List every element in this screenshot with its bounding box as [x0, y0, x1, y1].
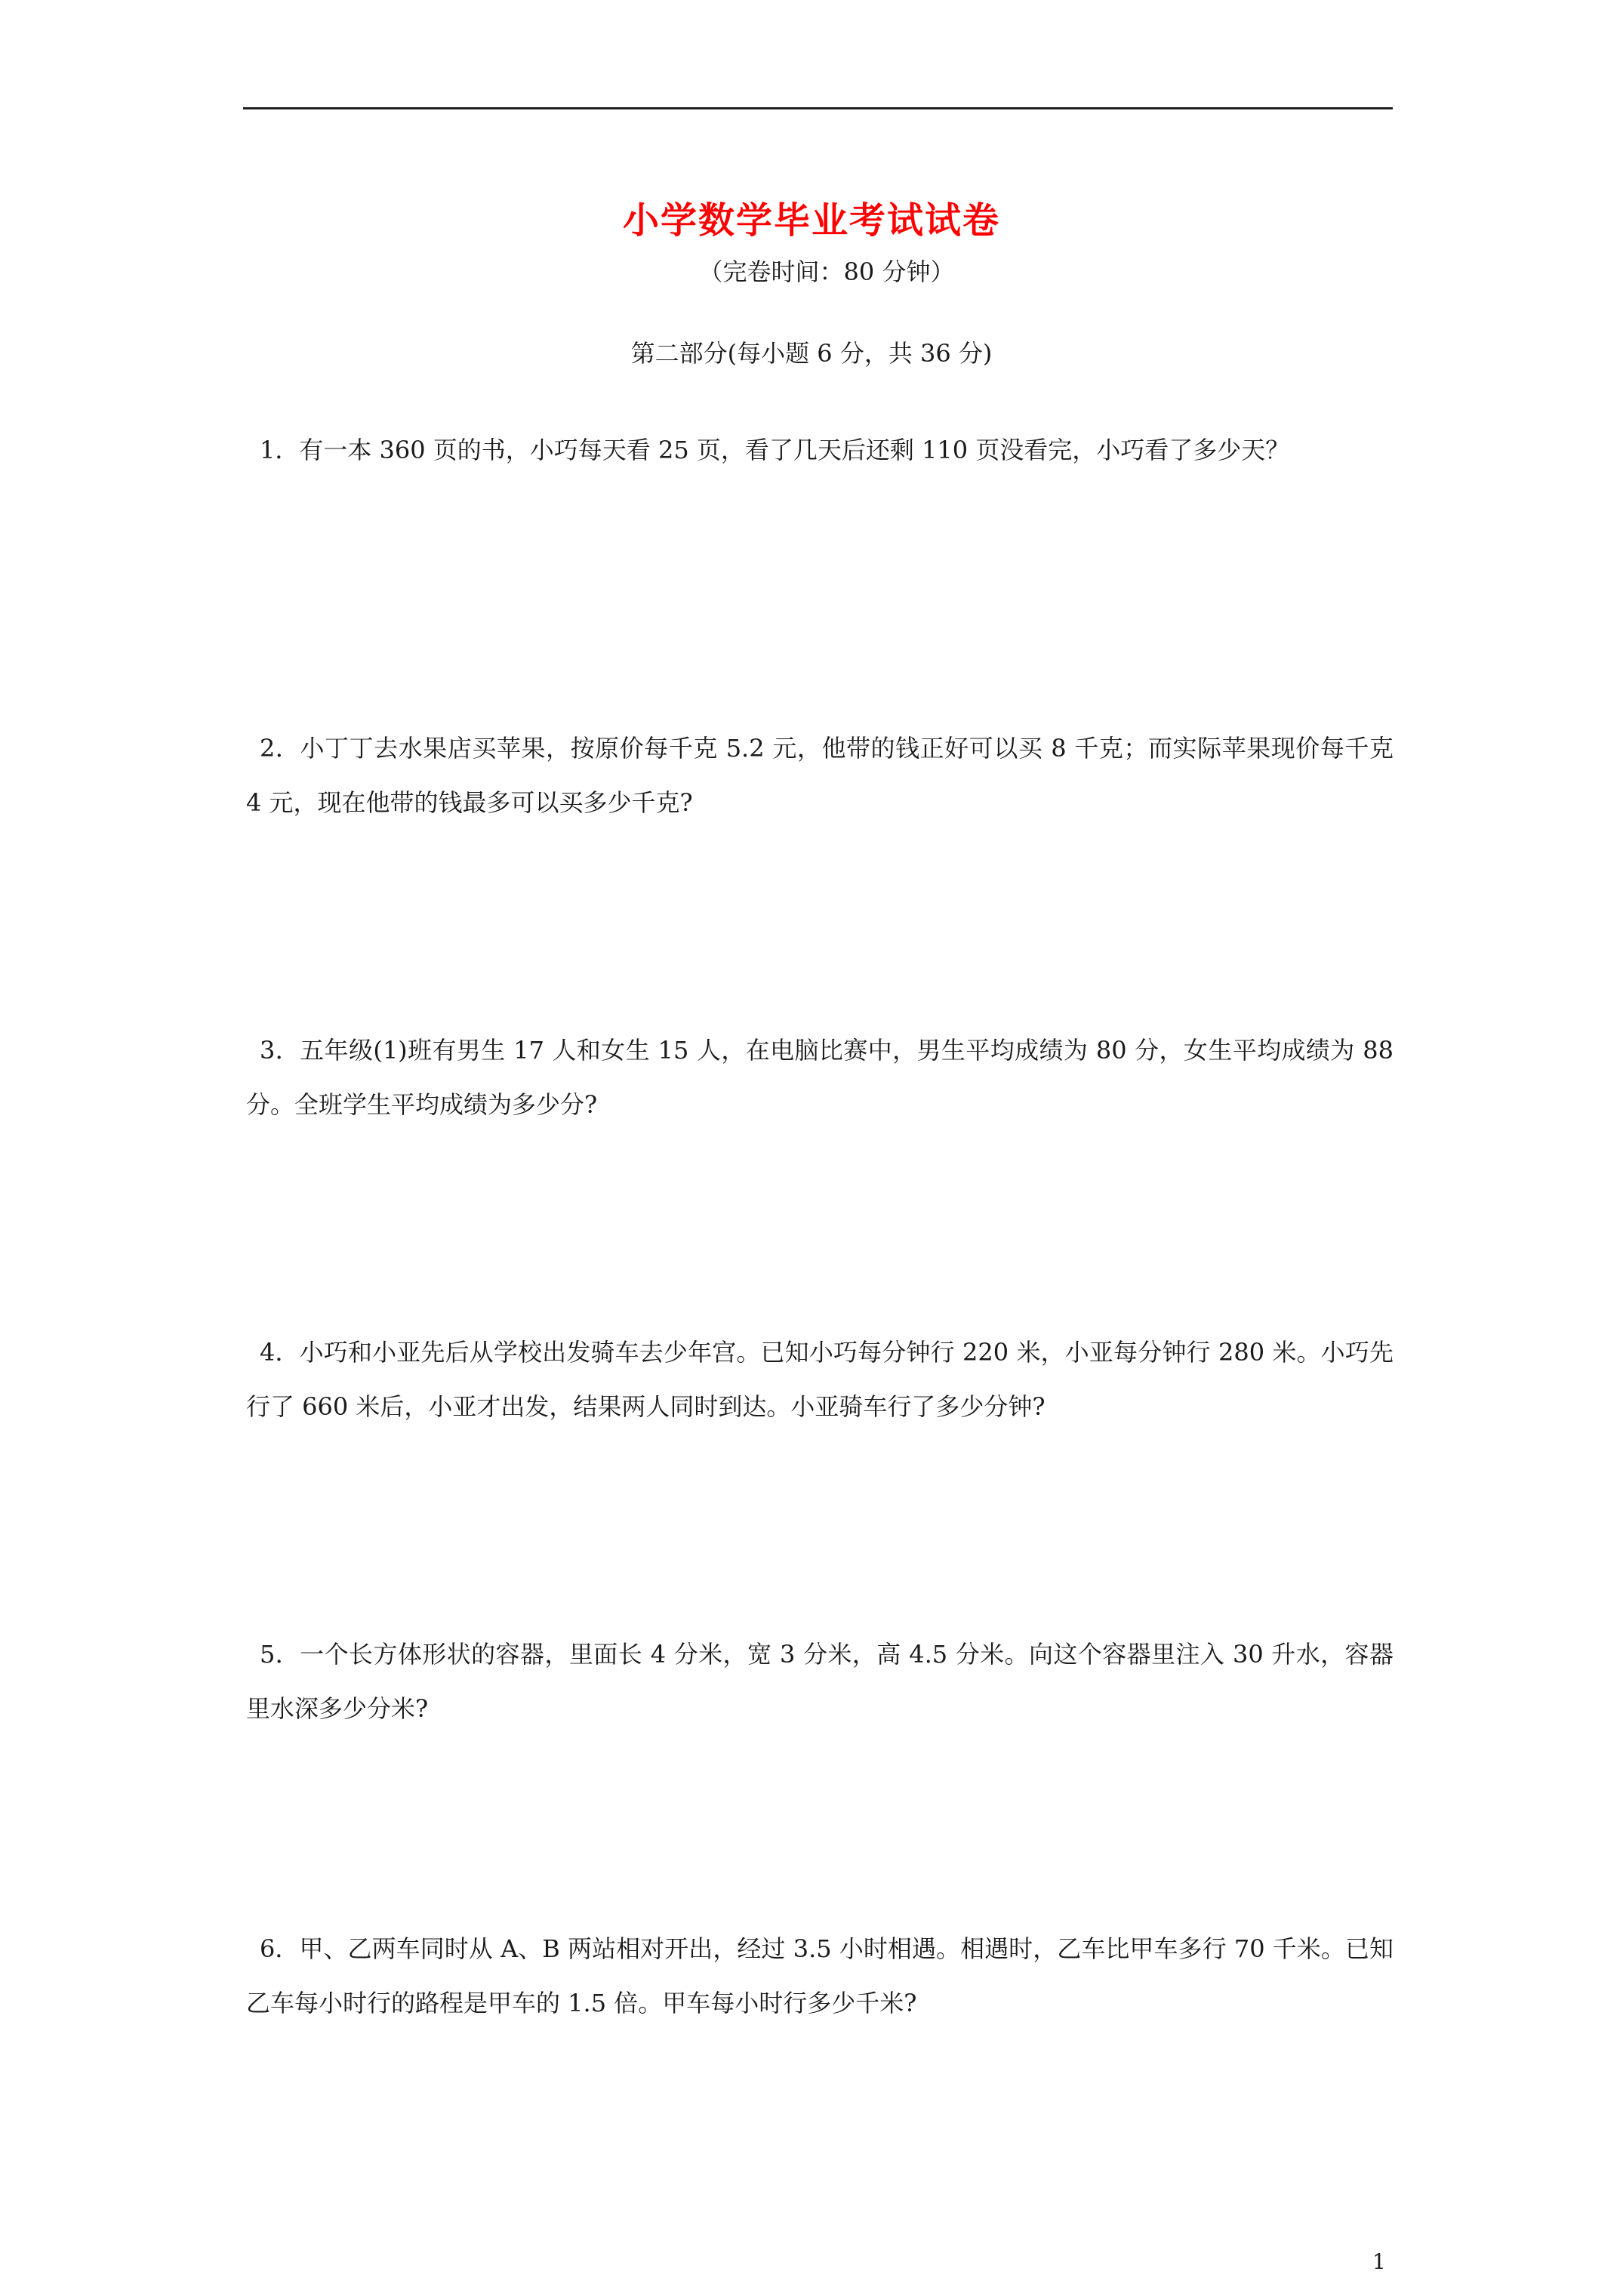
- page-number: 1: [1372, 2249, 1386, 2274]
- question-2: 2．小丁丁去水果店买苹果，按原价每千克 5.2 元，他带的钱正好可以买 8 千克；而实际苹果现价每千克 4 元，现在他带的钱最多可以买多少千克?: [246, 734, 1394, 817]
- header-rule: [243, 107, 1393, 109]
- exam-duration: （完卷时间：80 分钟）: [698, 257, 955, 286]
- question-3: 3．五年级(1)班有男生 17 人和女生 15 人，在电脑比赛中，男生平均成绩为 80 分，女生平均成绩为 88 分。全班学生平均成绩为多少分?: [246, 1036, 1394, 1119]
- question-5: 5．一个长方体形状的容器，里面长 4 分米，宽 3 分米，高 4.5 分米。向这个容器里注入 30 升水，容器里水深多少分米?: [246, 1640, 1394, 1723]
- question-4: 4．小巧和小亚先后从学校出发骑车去少年宫。已知小巧每分钟行 220 米，小亚每分钟行 280 米。小巧先行了 660 米后，小亚才出发，结果两人同时到达。小亚骑车行了多少分钟?: [246, 1338, 1394, 1421]
- question-6: 6．甲、乙两车同时从 A、B 两站相对开出，经过 3.5 小时相遇。相遇时，乙车比甲车多行 70 千米。已知乙车每小时行的路程是甲车的 1.5 倍。甲车每小时行多少千米?: [246, 1934, 1394, 2017]
- section-heading: 第二部分(每小题 6 分，共 36 分): [630, 339, 993, 368]
- question-1: 1．有一本 360 页的书，小巧每天看 25 页，看了几天后还剩 110 页没看完，小巧看了多少天？: [260, 436, 1290, 464]
- exam-title: 小学数学毕业考试试卷: [622, 199, 1000, 242]
